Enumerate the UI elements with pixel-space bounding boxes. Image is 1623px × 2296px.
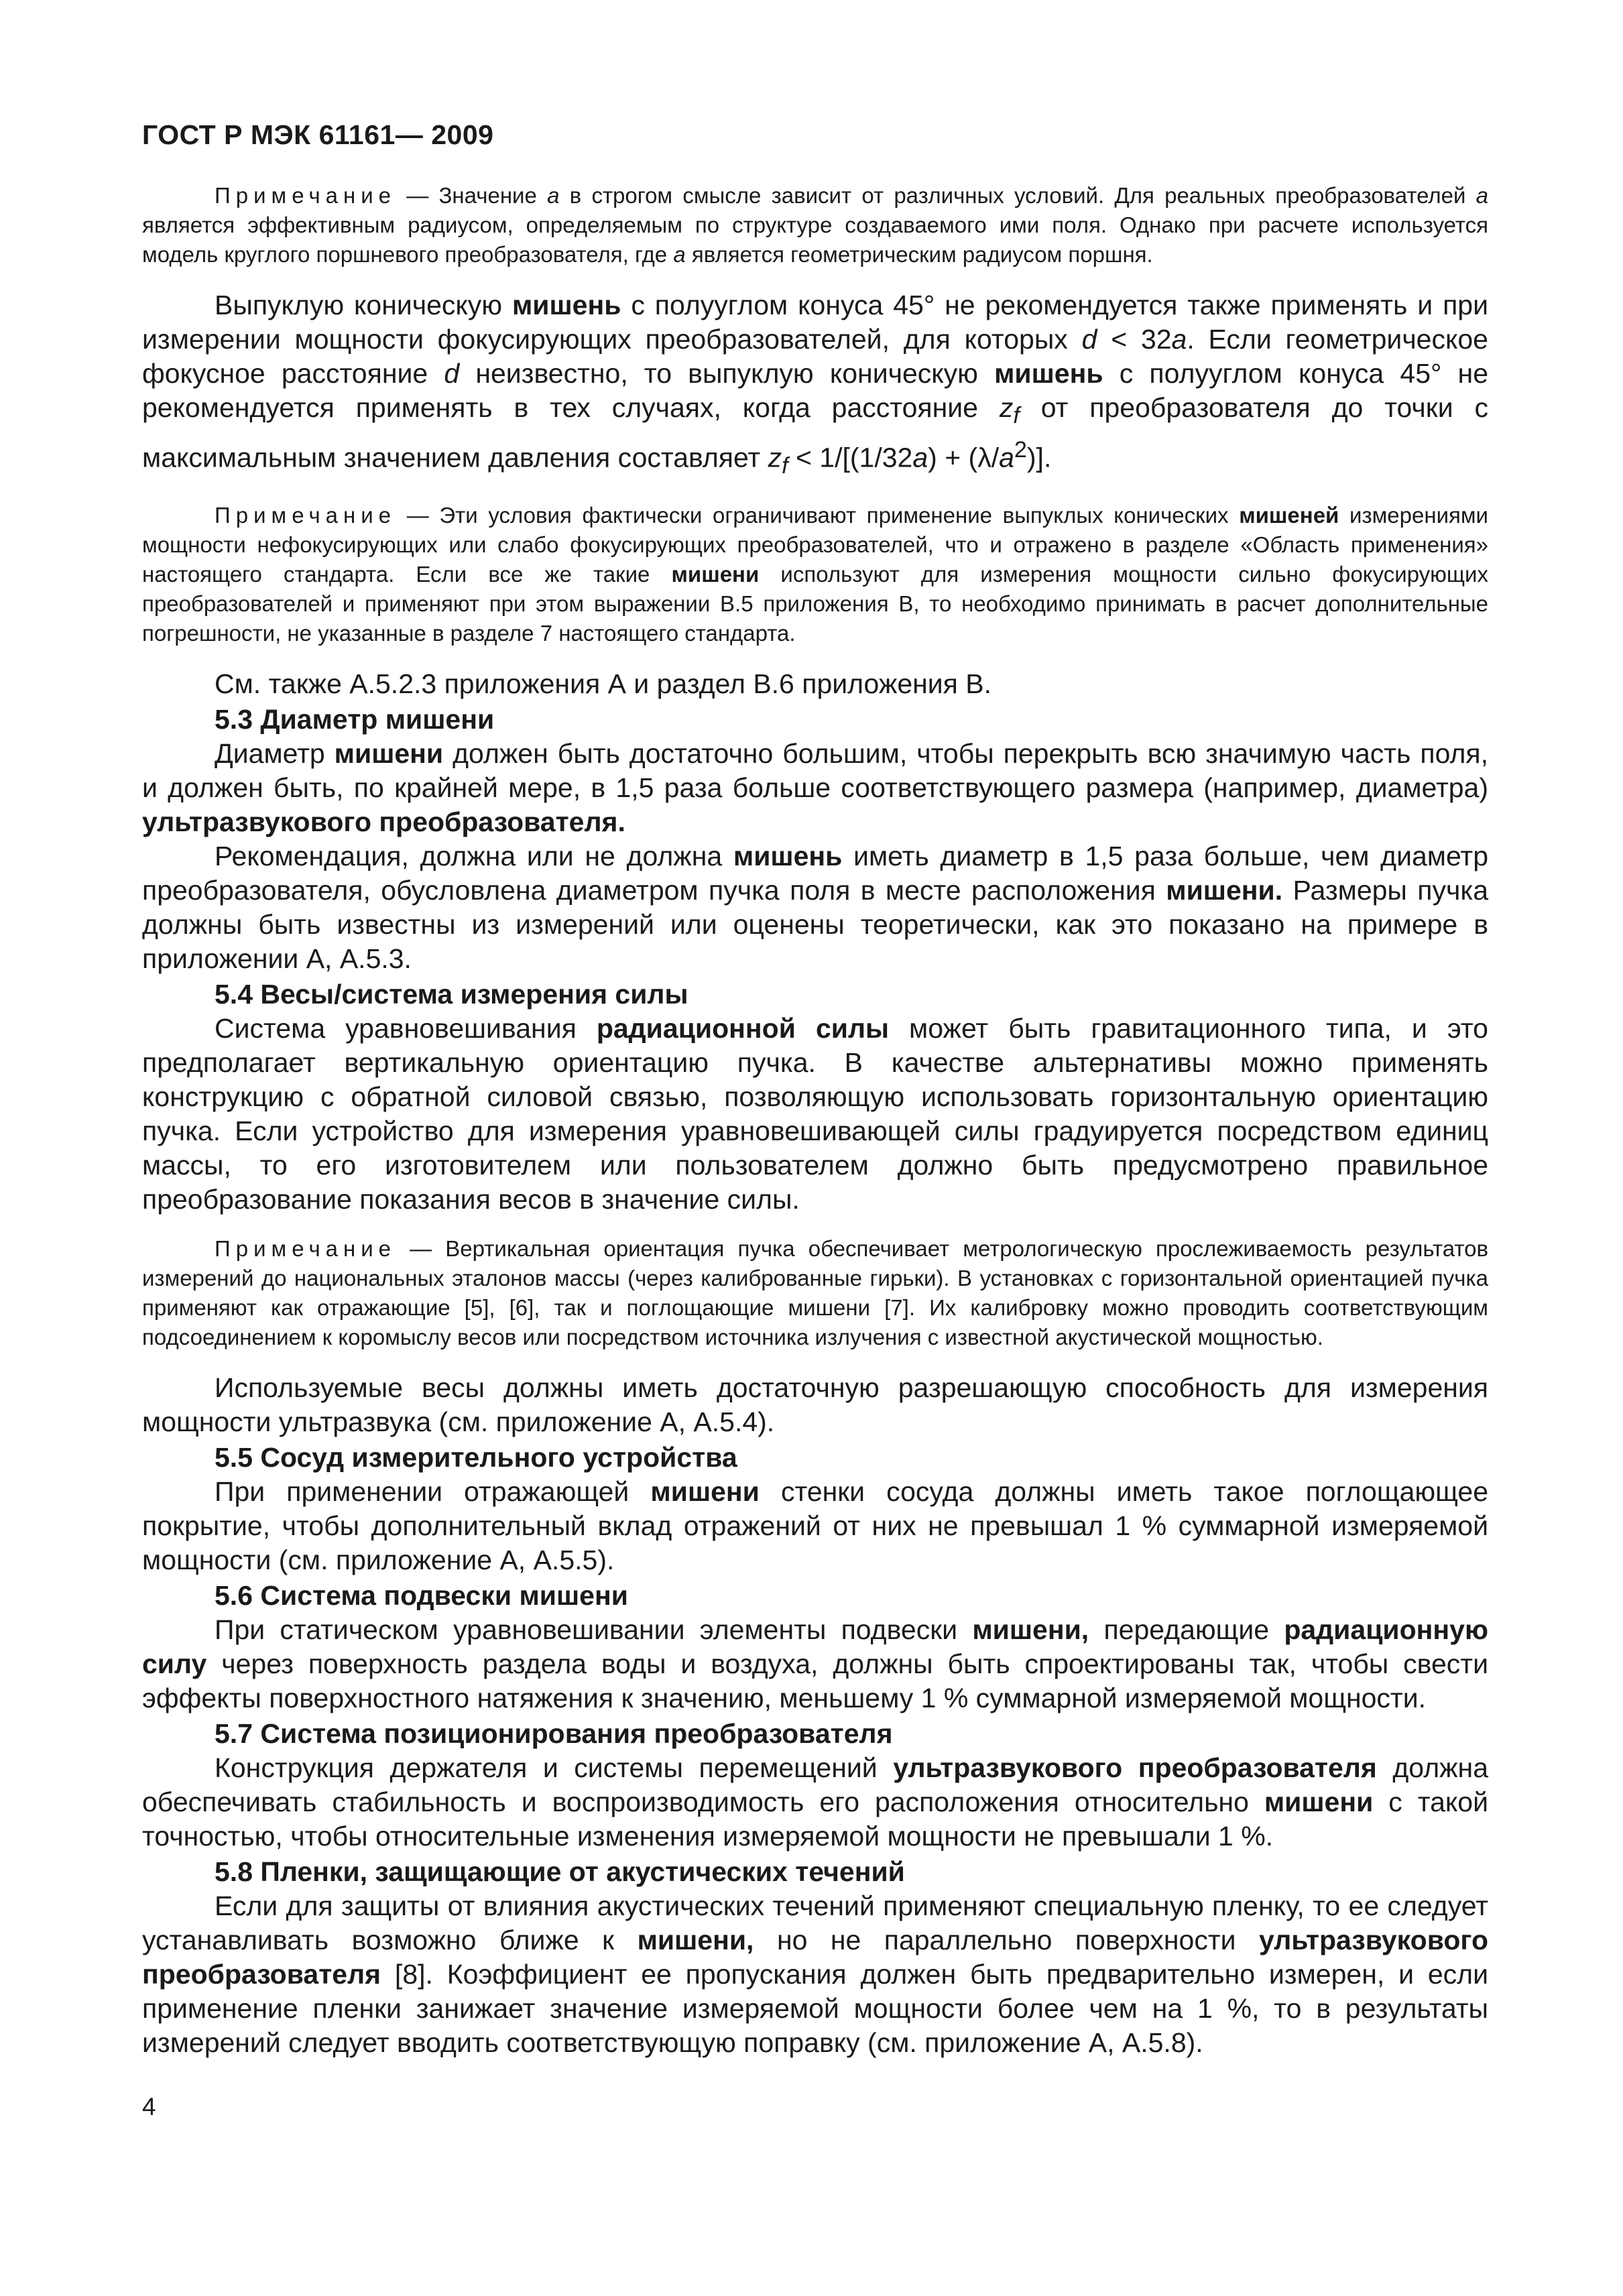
note-3: Примечание — Вертикальная ориентация пучка обеспечивает метрологическую прослеживаемость результатов измерений до национальных эталонов массы (через калиброванные гирьки). В установках с горизонтальной ориентацией пучка применяют как отражающие [5], [6], так и поглощающие мишени [7]. Их калибровку можно проводить соответствующим подсоединением к коромыслу весов или посредством источника излучения с известной акустической мощностью. bbox=[142, 1236, 1488, 1350]
note-dash: — bbox=[396, 183, 439, 208]
section-heading-5-6: 5.6 Система подвески мишени bbox=[215, 1580, 628, 1612]
paragraph-5-4-1: Система уравновешивания радиационной силы может быть гравитационного типа, и это предполагает вертикальную ориентацию пучка. В качестве альтернативы можно применять конструкцию с обратной силовой связью, позволяющую использовать горизонтальную ориентацию пучка. Если устройство для измерения уравновешивающей силы градуируется посредством единиц массы, то его изготовителем или пользователем должно быть предусмотрено правильное преобразование показания весов в значение силы. bbox=[142, 1013, 1488, 1215]
note-dash: — bbox=[396, 1236, 446, 1262]
section-heading-5-5: 5.5 Сосуд измерительного устройства bbox=[215, 1442, 737, 1473]
note-label: Примечание bbox=[215, 183, 397, 208]
paragraph-convex-target: Выпуклую коническую мишень с полууглом конуса 45° не рекомендуется также применять и при измерении мощности фокусирующих преобразователей, для которых d < 32a. Если геометрическое фокусное расстояние d неизвестно, то выпуклую коническую мишень с полууглом конуса 45° не рекомендуется применять в тех случаях, когда расстояние $z_f$ от преобразователя до точки с максимальным значением давления составляет $z_f < 1/[(1/32a) + (\lambda/a^2)]$. bbox=[142, 290, 1489, 479]
note-label: Примечание bbox=[215, 1236, 397, 1262]
paragraph-5-8-1: Если для защиты от влияния акустических течений применяют специальную пленку, то ее следует устанавливать возможно ближе к мишени, но не параллельно поверхности ультразвукового преобразователя [8]. Коэффициент ее пропускания должен быть предварительно измерен, и если применение пленки занижает значение измеряемой мощности более чем на 1 %, то в результаты измерений следует вводить соответствующую поправку (см. приложение А, А.5.8). bbox=[142, 1890, 1488, 2059]
paragraph-see-also: См. также А.5.2.3 приложения А и раздел В.6 приложения В. bbox=[215, 668, 991, 700]
term-target: мишень bbox=[994, 358, 1103, 389]
note-1: Примечание — Значение a в строгом смысле зависит от различных условий. Для реальных преобразователей a является эффективным радиусом, определяемым по структуре создаваемого ими поля. Однако при расчете используется модель круглого поршневого преобразователя, где a является геометрическим радиусом поршня. bbox=[142, 183, 1488, 267]
note-2: Примечание — Эти условия фактически ограничивают применение выпуклых конических мишеней измерениями мощности нефокусирующих или слабо фокусирующих преобразователей, что и отражено в разделе «Область применения» настоящего стандарта. Если все же такие мишени используют для измерения мощности сильно фокусирующих преобразователей и применяют при этом выражении В.5 приложения В, то необходимо принимать в расчет дополнительные погрешности, не указанные в разделе 7 настоящего стандарта. bbox=[142, 503, 1488, 646]
paragraph-5-3-1: Диаметр мишени должен быть достаточно большим, чтобы перекрыть всю значимую часть поля, и должен быть, по крайней мере, в 1,5 раза больше соответствующего размера (например, диаметра) ультразвукового преобразователя. bbox=[142, 738, 1488, 838]
note-dash: — bbox=[396, 503, 440, 528]
term-target: мишень bbox=[512, 290, 621, 320]
paragraph-5-6-1: При статическом уравновешивании элементы подвески мишени, передающие радиационную силу через поверхность раздела воды и воздуха, должны быть спроектированы так, чтобы свести эффекты поверхностного натяжения к значению, меньшему 1 % суммарной измеряемой мощности. bbox=[142, 1614, 1488, 1714]
paragraph-5-5-1: При применении отражающей мишени стенки сосуда должны иметь такое поглощающее покрытие, чтобы дополнительный вклад отражений от них не превышал 1 % суммарной измеряемой мощности (см. приложение А, А.5.5). bbox=[142, 1476, 1489, 1576]
note-label: Примечание bbox=[215, 503, 397, 528]
paragraph-5-4-2: Используемые весы должны иметь достаточную разрешающую способность для измерения мощности ультразвука (см. приложение А, А.5.4). bbox=[142, 1372, 1488, 1438]
document-header: ГОСТ Р МЭК 61161— 2009 bbox=[142, 119, 494, 150]
section-heading-5-7: 5.7 Система позиционирования преобразователя bbox=[215, 1718, 893, 1750]
section-heading-5-3: 5.3 Диаметр мишени bbox=[215, 704, 495, 735]
paragraph-5-3-2: Рекомендация, должна или не должна мишень иметь диаметр в 1,5 раза больше, чем диаметр преобразователя, обусловлена диаметром пучка поля в месте расположения мишени. Размеры пучка должны быть известны из измерений или оценены теоретически, как это показано на примере в приложении А, А.5.3. bbox=[142, 841, 1489, 975]
section-heading-5-4: 5.4 Весы/система измерения силы bbox=[215, 979, 688, 1010]
paragraph-5-7-1: Конструкция держателя и системы перемещений ультразвукового преобразователя должна обеспечивать стабильность и воспроизводимость его расположения относительно мишени с такой точностью, чтобы относительные изменения измеряемой мощности не превышали 1 %. bbox=[142, 1752, 1489, 1852]
page-content bbox=[142, 181, 1488, 2060]
section-heading-5-8: 5.8 Пленки, защищающие от акустических течений bbox=[215, 1856, 905, 1888]
page-number: 4 bbox=[142, 2093, 156, 2120]
